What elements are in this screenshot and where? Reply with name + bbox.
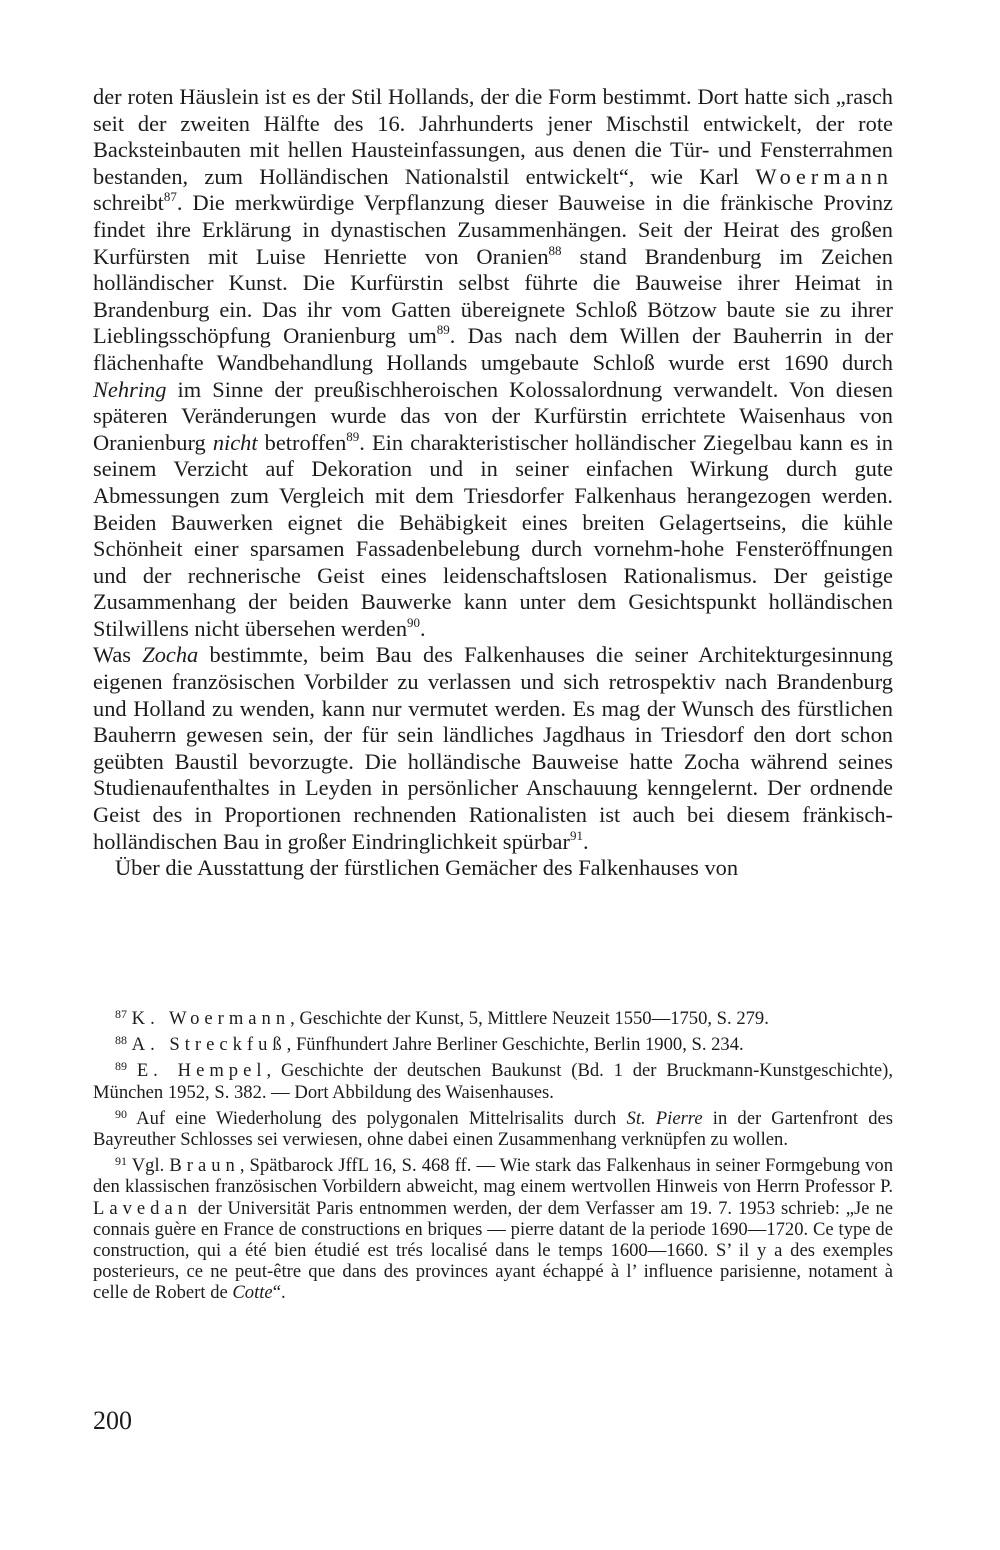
footnote-ref-89: 89 xyxy=(436,322,450,338)
paragraph-2 xyxy=(93,642,893,855)
footnote-number: 91 xyxy=(115,1154,127,1169)
footnote-author: Braun xyxy=(169,1155,240,1177)
footnote-number: 89 xyxy=(115,1059,127,1074)
text-run: der roten Häuslein ist es der Stil Hollands, der die Form bestimmt. Dort hatte sich „rasch seit der zweiten Hälfte des 16. Jahrhunderts jener Mischstil entwickelt, der rote Backsteinbauten mit hellen Hausteinfassungen, aus denen die Tür- und Fensterrahmen bestanden, zum Holländischen Nationalstil entwickelt“, wie Karl xyxy=(93,84,893,189)
footnote-text: “. xyxy=(272,1282,286,1304)
footnote-91 xyxy=(93,1151,893,1303)
footnote-89 xyxy=(93,1056,893,1102)
text-run: . Das nach dem Willen der Bauherrin in der flächenhafte Wandbehandlung Hollands umgebaute Schloß wurde erst 1690 durch xyxy=(93,323,893,375)
footnote-ref-87: 87 xyxy=(163,189,177,205)
footnote-author: A. Streckfuß xyxy=(131,1034,287,1056)
footnote-author: E. Hempel xyxy=(136,1060,267,1082)
text-run: stand Brandenburg im Zeichen holländischer Kunst. Die Kurfürstin selbst führte die Bauweise ihrer Heimat in Brandenburg ein. Das ihr vom Gatten übereignete Schloß Bötzow baute sie zu ihrer Lieblingsschöpfung Oranienburg um xyxy=(93,243,893,349)
italic-name-nehring: Nehring xyxy=(93,376,167,402)
footnote-text: Auf eine Wiederholung des polygonalen Mittelrisalits durch xyxy=(136,1107,627,1129)
page-number: 200 xyxy=(93,1406,132,1435)
footnote-ref-91: 91 xyxy=(569,827,583,843)
footnote-90 xyxy=(93,1104,893,1150)
footnotes xyxy=(93,1004,893,1305)
main-text xyxy=(93,84,893,882)
footnote-number: 90 xyxy=(115,1106,127,1121)
italic-name-cotte: Cotte xyxy=(232,1282,273,1304)
paragraph-3 xyxy=(93,855,893,882)
footnote-author: Lavedan xyxy=(93,1197,193,1219)
text-run: Was xyxy=(93,642,143,668)
footnote-87 xyxy=(93,1004,893,1029)
footnote-text: , Spätbarock JffL 16, S. 468 ff. — Wie stark das Falkenhaus in seiner Formgebung von den klassischen französischen Vorbildern abweicht, mag einem wertvollen Hinweis von Herrn Professor P. xyxy=(93,1155,894,1198)
text-run: schreibt xyxy=(93,190,164,216)
italic-name-st-pierre: St. Pierre xyxy=(626,1107,703,1129)
footnote-text: der Universität Paris entnommen werden, der dem Verfasser am 19. 7. 1953 schrieb: „Je ne connais guère en France de constructions en briques — pierre datant de la periode 1690—1720. Ce type de construction, qui a été bien étudié est trés localisé dans le temps 1600—1660. S’ il y a des exemples posterieurs, ce ne peut-être que dans des provinces ayant échappé à l’ influence parisienne, notament à celle de Robert de xyxy=(93,1197,893,1304)
text-run: Über die Ausstattung der fürstlichen Gemächer des Falkenhauses von xyxy=(115,855,739,881)
footnote-author: K. Woermann xyxy=(131,1008,291,1029)
text-run: . xyxy=(420,615,426,641)
text-run: betroffen xyxy=(257,429,347,455)
text-run: . xyxy=(582,828,589,854)
footnote-number: 87 xyxy=(115,1007,127,1021)
text-run: . Ein charakteristischer holländischer Ziegelbau kann es in seinem Verzicht auf Dekoration und in seiner einfachen Wirkung durch gute Abmessungen zum Vergleich mit dem Triesdorfer Falkenhaus herangezogen werden. Beiden Bauwerken eignet die Behäbigkeit eines breiten Gelagertseins, die kühle Schönheit einer sparsamen Fassadenbelebung durch vornehm-hohe Fensteröffnungen und der rechnerische Geist eines leidenschaftslosen Rationalismus. Der geistige Zusammenhang der beiden Bauwerke kann unter dem Gesichtspunkt holländischen Stilwillens nicht übersehen werden xyxy=(93,429,893,641)
footnote-ref-89: 89 xyxy=(346,428,360,444)
footnote-text: , Geschichte der Kunst, 5, Mittlere Neuzeit 1550—1750, S. 279. xyxy=(290,1008,769,1029)
italic-emphasis-nicht: nicht xyxy=(212,429,258,455)
footnote-text: in der Gartenfront des Bayreuther Schlosses sei verwiesen, ohne dabei einen Zusammenhang verknüpfen zu wollen. xyxy=(93,1107,893,1151)
italic-name-zocha: Zocha xyxy=(142,642,199,668)
footnote-number: 88 xyxy=(115,1033,127,1048)
paragraph-1 xyxy=(93,84,893,642)
text-run: . Die merkwürdige Verpflanzung dieser Bauweise in die fränkische Provinz findet ihre Erklärung in dynastischen Zusammenhängen. Seit der Heirat des großen Kurfürsten mit Luise Henriette von Oranien xyxy=(93,190,893,269)
text-run: im Sinne der preußischheroischen Kolossalordnung verwandelt. Von diesen späteren Veränderungen wurde das von der Kurfürstin errichtete Waisenhaus von Oranienburg xyxy=(93,376,893,455)
footnote-text: , Fünfhundert Jahre Berliner Geschichte, Berlin 1900, S. 234. xyxy=(286,1034,744,1056)
text-run: bestimmte, beim Bau des Falkenhauses die seiner Architekturgesinnung eigenen französischen Vorbilder zu verlassen und sich retrospektiv nach Brandenburg und Holland zu wenden, kann nur vermutet werden. Es mag der Wunsch des fürstlichen Bauherrn gewesen sein, der für sein ländliches Jagdhaus in Triesdorf den dort schon geübten Baustil bevorzugte. Die holländische Bauweise hatte Zocha während seines Studienaufenthaltes in Leyden in persönlicher Anschauung kenngelernt. Der ordnende Geist des in Proportionen rechnenden Rationalisten ist auch bei diesem fränkisch-holländischen Bau in großer Eindringlichkeit spürbar xyxy=(93,642,894,854)
footnote-ref-88: 88 xyxy=(548,242,562,258)
footnote-88 xyxy=(93,1030,893,1055)
footnote-ref-90: 90 xyxy=(407,614,421,630)
footnote-text: , Geschichte der deutschen Baukunst (Bd. 1 der Bruckmann-Kunstgeschichte), München 1952, S. 382. — Dort Abbildung des Waisenhauses. xyxy=(93,1060,893,1103)
author-name-woermann: Woermann xyxy=(755,163,893,189)
footnote-text: Vgl. xyxy=(131,1155,170,1177)
